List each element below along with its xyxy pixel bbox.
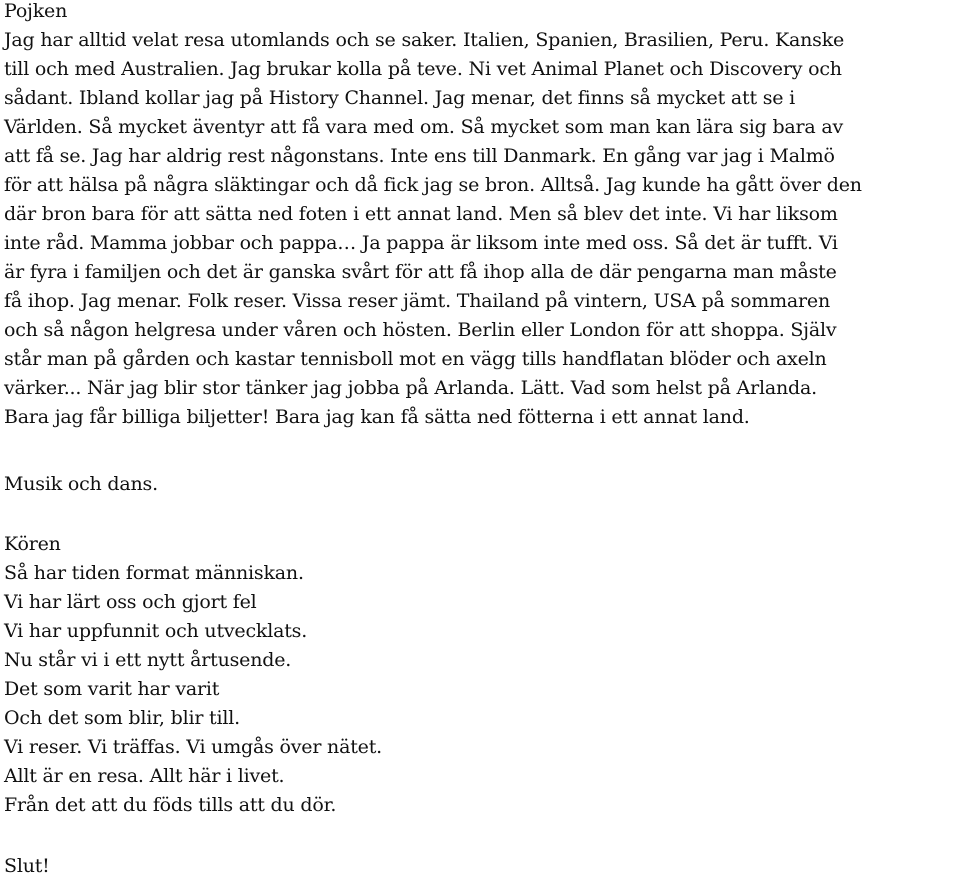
paragraph-line: få ihop. Jag menar. Folk reser. Vissa reser jämt. Thailand på vintern, USA på sommaren bbox=[4, 290, 831, 312]
stage-direction: Musik och dans. bbox=[4, 473, 158, 495]
paragraph-line: inte råd. Mamma jobbar och pappa… Ja pappa är liksom inte med oss. Så det är tufft. Vi bbox=[4, 232, 838, 254]
verse-line: Från det att du föds tills att du dör. bbox=[4, 794, 337, 816]
paragraph-line: och så någon helgresa under våren och hösten. Berlin eller London för att shoppa. Själv bbox=[4, 319, 837, 341]
section-heading-koren: Kören bbox=[4, 533, 61, 555]
paragraph-line: där bron bara för att sätta ned foten i ett annat land. Men så blev det inte. Vi har liksom bbox=[4, 203, 838, 225]
paragraph-line: att få se. Jag har aldrig rest någonstans. Inte ens till Danmark. En gång var jag i Malmö bbox=[4, 145, 835, 167]
verse-line: Vi har uppfunnit och utvecklats. bbox=[4, 620, 308, 642]
verse-line: Och det som blir, blir till. bbox=[4, 707, 240, 729]
paragraph-line: Bara jag får billiga biljetter! Bara jag kan få sätta ned fötterna i ett annat land. bbox=[4, 406, 750, 428]
verse-line: Nu står vi i ett nytt årtusende. bbox=[4, 649, 292, 671]
verse-line: Vi har lärt oss och gjort fel bbox=[4, 591, 257, 613]
verse-line: Allt är en resa. Allt här i livet. bbox=[4, 765, 285, 787]
verse-line: Vi reser. Vi träffas. Vi umgås över nätet. bbox=[4, 736, 382, 758]
paragraph-line: för att hälsa på några släktingar och då fick jag se bron. Alltså. Jag kunde ha gått över den bbox=[4, 174, 862, 196]
paragraph-line: är fyra i familjen och det är ganska svårt för att få ihop alla de där pengarna man måste bbox=[4, 261, 837, 283]
verse-line: Det som varit har varit bbox=[4, 678, 220, 700]
paragraph-line: står man på gården och kastar tennisboll mot en vägg tills handflatan blöder och axeln bbox=[4, 348, 827, 370]
verse-line: Så har tiden format människan. bbox=[4, 562, 304, 584]
paragraph-line: värker... När jag blir stor tänker jag jobba på Arlanda. Lätt. Vad som helst på Arlanda. bbox=[4, 377, 817, 399]
closing-text: Slut! bbox=[4, 855, 50, 877]
paragraph-line: sådant. Ibland kollar jag på History Channel. Jag menar, det finns så mycket att se i bbox=[4, 87, 796, 109]
section-heading-pojken: Pojken bbox=[4, 0, 68, 22]
paragraph-line: Världen. Så mycket äventyr att få vara med om. Så mycket som man kan lära sig bara av bbox=[4, 116, 844, 138]
paragraph-line: Jag har alltid velat resa utomlands och se saker. Italien, Spanien, Brasilien, Peru. Kanske bbox=[4, 29, 845, 51]
paragraph-line: till och med Australien. Jag brukar kolla på teve. Ni vet Animal Planet och Discovery och bbox=[4, 58, 842, 80]
